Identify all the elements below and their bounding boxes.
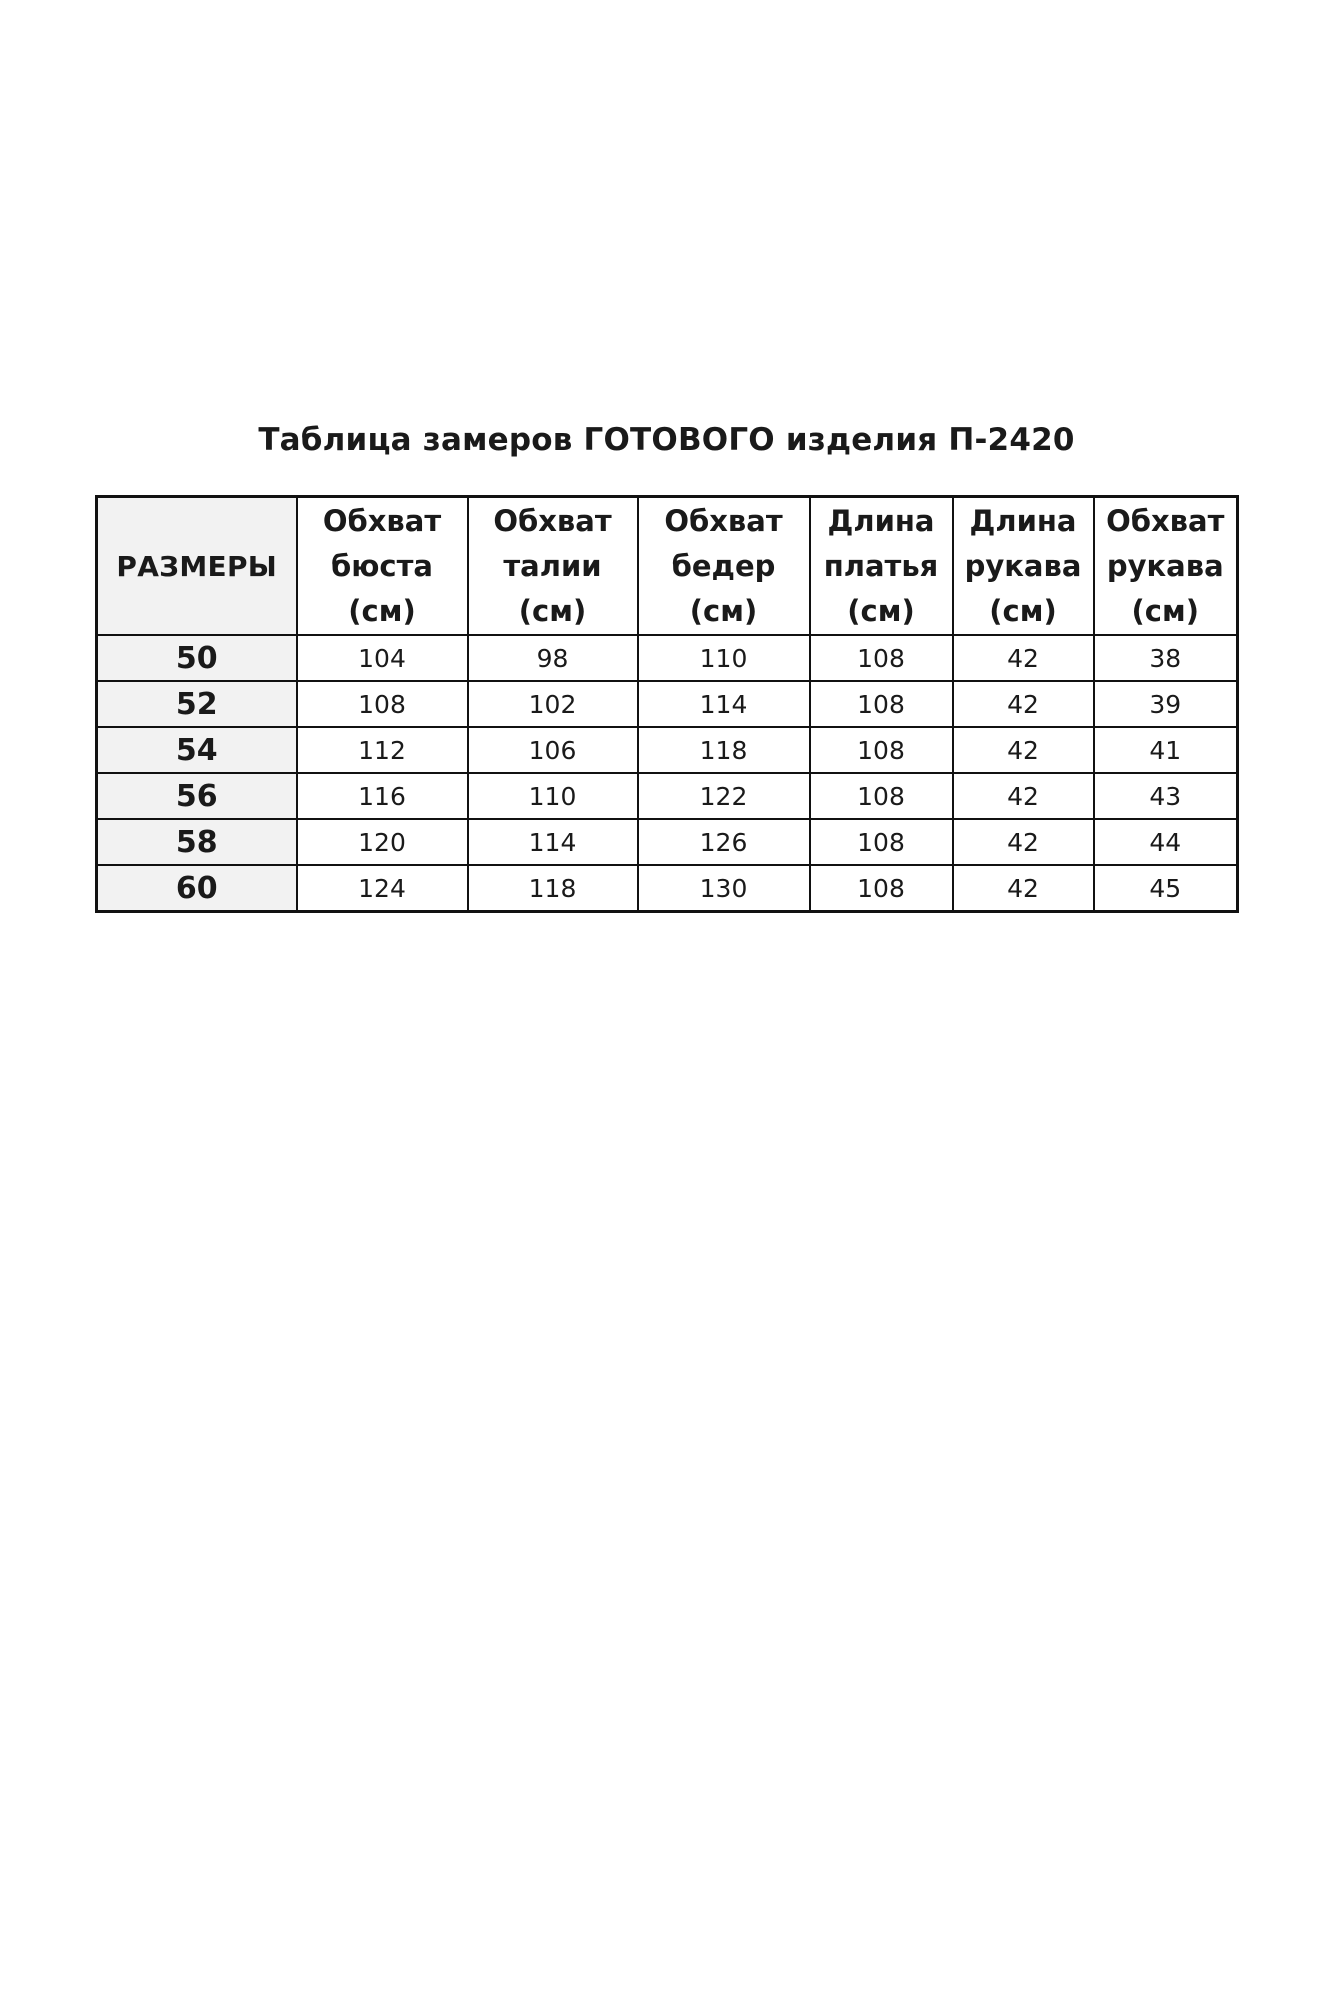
value-cell: 44 [1094,819,1238,865]
header-line: (см) [989,593,1057,628]
value-cell: 43 [1094,773,1238,819]
table-row [97,727,1238,773]
value-cell: 38 [1094,635,1238,681]
table-row [97,865,1238,912]
header-line: Обхват [493,503,612,538]
column-header-dress-length [810,497,953,636]
value-cell: 41 [1094,727,1238,773]
header-line: талии [503,548,602,583]
value-cell: 130 [638,865,810,912]
value-cell: 118 [468,865,638,912]
size-cell: 58 [97,819,297,865]
size-cell: 54 [97,727,297,773]
value-cell: 42 [953,819,1094,865]
value-cell: 42 [953,773,1094,819]
value-cell: 108 [810,819,953,865]
value-cell: 42 [953,681,1094,727]
value-cell: 108 [810,635,953,681]
value-cell: 110 [468,773,638,819]
header-line: платья [823,548,939,583]
size-cell: 56 [97,773,297,819]
header-line: бюста [330,548,433,583]
table-row [97,819,1238,865]
value-cell: 45 [1094,865,1238,912]
value-cell: 108 [810,773,953,819]
value-cell: 114 [468,819,638,865]
table-row [97,773,1238,819]
table-row [97,681,1238,727]
value-cell: 42 [953,865,1094,912]
column-header-hips [638,497,810,636]
header-line: Обхват [322,503,442,538]
size-cell: 52 [97,681,297,727]
value-cell: 108 [297,681,468,727]
value-cell: 116 [297,773,468,819]
header-line: Обхват [1106,503,1225,538]
value-cell: 112 [297,727,468,773]
value-cell: 102 [468,681,638,727]
header-line: (см) [689,593,758,628]
value-cell: 122 [638,773,810,819]
table-row [97,635,1238,681]
value-cell: 104 [297,635,468,681]
column-header-sleeve-girth [1094,497,1238,636]
header-line: (см) [847,593,915,628]
value-cell: 42 [953,727,1094,773]
size-cell: 60 [97,865,297,912]
header-line: (см) [518,593,587,628]
header-line: рукава [964,548,1082,583]
value-cell: 110 [638,635,810,681]
value-cell: 39 [1094,681,1238,727]
header-line: (см) [1131,593,1199,628]
value-cell: 98 [468,635,638,681]
value-cell: 108 [810,865,953,912]
header-line: Длина [969,503,1077,538]
value-cell: 42 [953,635,1094,681]
value-cell: 108 [810,727,953,773]
value-cell: 106 [468,727,638,773]
size-chart-table [95,495,1239,913]
column-header-sleeve-length [953,497,1094,636]
column-header-bust [297,497,468,636]
value-cell: 114 [638,681,810,727]
page-title: Таблица замеров ГОТОВОГО изделия П-2420 [258,422,1075,458]
sizes-column-header: РАЗМЕРЫ [97,497,297,636]
header-row [97,497,1238,636]
value-cell: 120 [297,819,468,865]
size-cell: 50 [97,635,297,681]
value-cell: 124 [297,865,468,912]
column-header-waist [468,497,638,636]
header-line: рукава [1106,548,1224,583]
header-line: Длина [827,503,935,538]
header-line: бедер [671,548,776,583]
value-cell: 118 [638,727,810,773]
value-cell: 108 [810,681,953,727]
header-line: Обхват [664,503,783,538]
value-cell: 126 [638,819,810,865]
header-line: (см) [348,593,416,628]
